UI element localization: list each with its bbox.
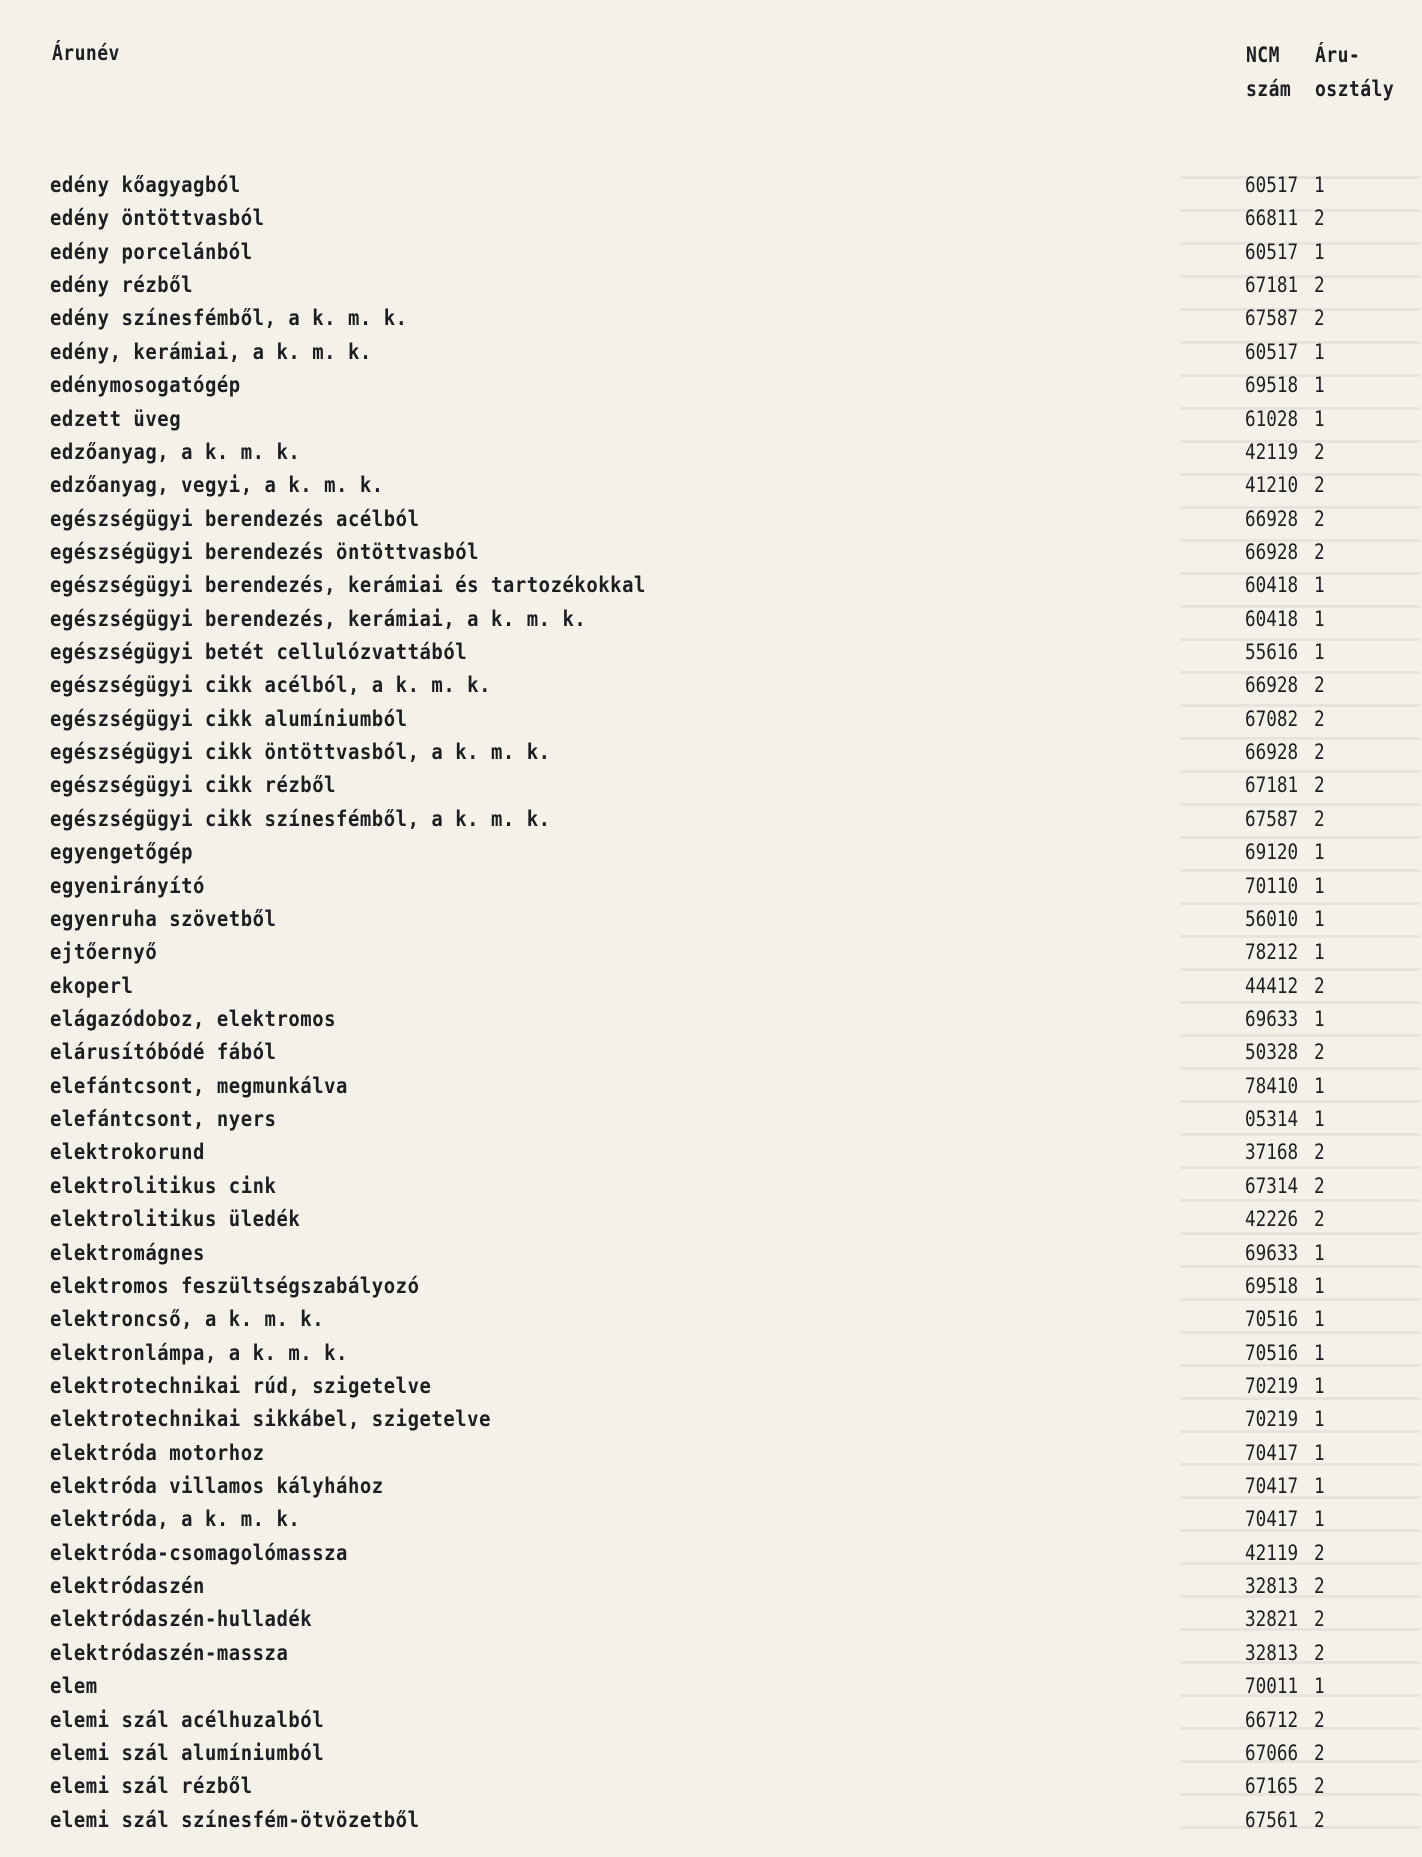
item-ncm-number: 60517 <box>1245 173 1299 197</box>
item-class: 1 <box>1314 1440 1325 1465</box>
item-name: edény porcelánból <box>50 239 253 264</box>
list-item <box>0 536 1422 569</box>
item-name: edzőanyag, a k. m. k. <box>50 439 301 464</box>
item-ncm-number: 61028 <box>1245 406 1299 431</box>
item-name: ekoperl <box>50 973 134 998</box>
item-name: elágazódoboz, elektromos <box>50 1006 337 1031</box>
item-class: 1 <box>1314 1373 1325 1398</box>
item-name: egészségügyi berendezés, kerámiai, a k. m. k. <box>50 606 587 631</box>
item-name: elektromos feszültségszabályozó <box>50 1273 420 1298</box>
list-item <box>0 1237 1422 1270</box>
item-name: ejtőernyő <box>50 940 158 965</box>
item-ncm-number: 44412 <box>1245 973 1299 998</box>
item-name: elemi szál acélhuzalból <box>50 1707 325 1732</box>
list-item <box>0 1103 1422 1136</box>
item-class: 2 <box>1314 206 1325 231</box>
list-item <box>0 369 1422 402</box>
list-item <box>0 1270 1422 1303</box>
item-class: 2 <box>1314 1540 1325 1565</box>
column-header-name <box>52 36 120 70</box>
item-class: 1 <box>1314 1307 1325 1332</box>
item-class: 1 <box>1314 373 1325 398</box>
item-name: egészségügyi cikk színesfémből, a k. m. k. <box>50 806 551 831</box>
item-class: 1 <box>1314 1674 1325 1699</box>
column-header-ncm-line1: NCM <box>1246 43 1280 67</box>
list-item <box>0 1470 1422 1503</box>
item-class: 2 <box>1314 1173 1325 1198</box>
item-ncm-number: 60517 <box>1245 339 1299 364</box>
item-class: 2 <box>1314 773 1325 798</box>
item-name: egészségügyi cikk rézből <box>50 773 337 798</box>
item-name: egészségügyi cikk acélból, a k. m. k. <box>50 673 491 698</box>
item-class: 2 <box>1314 973 1325 998</box>
item-class: 1 <box>1314 1240 1325 1265</box>
item-class: 1 <box>1314 339 1325 364</box>
list-item <box>0 669 1422 702</box>
item-name: elektrolitikus üledék <box>50 1207 301 1232</box>
item-ncm-number: 70219 <box>1245 1373 1299 1398</box>
item-name: elektrotechnikai sikkábel, szigetelve <box>50 1407 491 1432</box>
item-ncm-number: 55616 <box>1245 640 1299 665</box>
list-item <box>0 1036 1422 1069</box>
item-name: elemi szál alumíniumból <box>50 1740 325 1765</box>
item-name: elektróda-csomagolómassza <box>50 1540 348 1565</box>
list-item <box>0 1136 1422 1169</box>
item-name: edzőanyag, vegyi, a k. m. k. <box>50 473 384 498</box>
item-list <box>0 169 1422 1837</box>
item-ncm-number: 42119 <box>1245 439 1299 464</box>
list-item <box>0 736 1422 769</box>
item-class: 2 <box>1314 506 1325 531</box>
list-item <box>0 503 1422 536</box>
item-ncm-number: 66928 <box>1245 740 1299 765</box>
item-ncm-number: 69518 <box>1245 373 1299 398</box>
list-item <box>0 936 1422 969</box>
item-ncm-number: 66712 <box>1245 1707 1299 1732</box>
list-item <box>0 836 1422 869</box>
list-item <box>0 1403 1422 1436</box>
item-ncm-number: 60418 <box>1245 573 1299 598</box>
item-ncm-number: 78212 <box>1245 940 1299 965</box>
list-item <box>0 1003 1422 1036</box>
item-name: egyenruha szövetből <box>50 906 277 931</box>
list-item <box>0 436 1422 469</box>
column-header-ncm <box>1246 38 1291 106</box>
item-class: 1 <box>1314 239 1325 264</box>
item-ncm-number: 41210 <box>1245 473 1299 498</box>
item-class: 2 <box>1314 306 1325 331</box>
list-item <box>0 603 1422 636</box>
list-item <box>0 1670 1422 1703</box>
column-header-name-label: Árunév <box>52 41 120 65</box>
item-name: elefántcsont, megmunkálva <box>50 1073 348 1098</box>
item-name: egészségügyi berendezés öntöttvasból <box>50 539 480 564</box>
list-item <box>0 1603 1422 1636</box>
list-item <box>0 636 1422 669</box>
column-header-class-line2: osztály <box>1315 77 1395 101</box>
item-class: 1 <box>1314 1006 1325 1031</box>
item-ncm-number: 32821 <box>1245 1607 1299 1632</box>
item-name: egészségügyi cikk öntöttvasból, a k. m. k. <box>50 740 551 765</box>
item-class: 1 <box>1314 573 1325 598</box>
item-name: elem <box>50 1674 98 1699</box>
item-ncm-number: 67587 <box>1245 806 1299 831</box>
item-ncm-number: 66811 <box>1245 206 1299 231</box>
item-class: 1 <box>1314 1073 1325 1098</box>
item-name: edény rézből <box>50 273 194 298</box>
item-name: elektrolitikus cink <box>50 1173 277 1198</box>
item-ncm-number: 32813 <box>1245 1640 1299 1665</box>
list-item <box>0 970 1422 1003</box>
item-name: elektróda villamos kályhához <box>50 1474 384 1499</box>
item-ncm-number: 69120 <box>1245 840 1299 865</box>
item-class: 1 <box>1314 640 1325 665</box>
item-class: 1 <box>1314 406 1325 431</box>
item-ncm-number: 67181 <box>1245 773 1299 798</box>
item-class: 2 <box>1314 740 1325 765</box>
item-ncm-number: 60517 <box>1245 239 1299 264</box>
item-class: 2 <box>1314 1640 1325 1665</box>
list-item <box>0 569 1422 602</box>
item-ncm-number: 66928 <box>1245 539 1299 564</box>
item-name: egyengetőgép <box>50 840 194 865</box>
item-class: 2 <box>1314 1707 1325 1732</box>
list-item <box>0 403 1422 436</box>
item-name: edény öntöttvasból <box>50 206 265 231</box>
item-ncm-number: 70516 <box>1245 1307 1299 1332</box>
item-name: edény, kerámiai, a k. m. k. <box>50 339 372 364</box>
list-item <box>0 1170 1422 1203</box>
item-name: egészségügyi berendezés acélból <box>50 506 420 531</box>
item-ncm-number: 60418 <box>1245 606 1299 631</box>
item-ncm-number: 70417 <box>1245 1440 1299 1465</box>
item-class: 2 <box>1314 706 1325 731</box>
item-class: 2 <box>1314 1574 1325 1599</box>
list-item <box>0 1804 1422 1837</box>
item-ncm-number: 42119 <box>1245 1540 1299 1565</box>
column-header-class-line1: Áru- <box>1315 43 1361 67</box>
item-ncm-number: 05314 <box>1245 1107 1299 1132</box>
item-name: elárusítóbódé fából <box>50 1040 277 1065</box>
list-item <box>0 1537 1422 1570</box>
item-ncm-number: 37168 <box>1245 1140 1299 1165</box>
item-ncm-number: 70417 <box>1245 1474 1299 1499</box>
item-ncm-number: 67082 <box>1245 706 1299 731</box>
list-item <box>0 1370 1422 1403</box>
item-name: elektromágnes <box>50 1240 205 1265</box>
item-ncm-number: 50328 <box>1245 1040 1299 1065</box>
item-name: edény színesfémből, a k. m. k. <box>50 306 408 331</box>
list-item <box>0 1070 1422 1103</box>
item-class: 2 <box>1314 1140 1325 1165</box>
list-item <box>0 1337 1422 1370</box>
list-item <box>0 1203 1422 1236</box>
item-ncm-number: 70516 <box>1245 1340 1299 1365</box>
list-item <box>0 1570 1422 1603</box>
item-class: 2 <box>1314 1040 1325 1065</box>
list-item <box>0 169 1422 202</box>
item-ncm-number: 66928 <box>1245 506 1299 531</box>
item-name: elektródaszén-massza <box>50 1640 289 1665</box>
item-class: 2 <box>1314 539 1325 564</box>
item-class: 2 <box>1314 439 1325 464</box>
list-item <box>0 469 1422 502</box>
item-class: 1 <box>1314 1107 1325 1132</box>
item-class: 1 <box>1314 1340 1325 1365</box>
item-class: 1 <box>1314 906 1325 931</box>
item-ncm-number: 67587 <box>1245 306 1299 331</box>
item-name: egészségügyi berendezés, kerámiai és tartozékokkal <box>50 573 646 598</box>
item-ncm-number: 69518 <box>1245 1273 1299 1298</box>
item-class: 2 <box>1314 1807 1325 1832</box>
item-name: edzett üveg <box>50 406 182 431</box>
list-item <box>0 1770 1422 1803</box>
list-item <box>0 302 1422 335</box>
item-ncm-number: 67165 <box>1245 1774 1299 1799</box>
item-class: 2 <box>1314 273 1325 298</box>
item-class: 2 <box>1314 1607 1325 1632</box>
list-item <box>0 1503 1422 1536</box>
item-ncm-number: 78410 <box>1245 1073 1299 1098</box>
item-name: elektróda, a k. m. k. <box>50 1507 301 1532</box>
item-ncm-number: 69633 <box>1245 1006 1299 1031</box>
item-name: egészségügyi betét cellulózvattából <box>50 640 468 665</box>
column-header-class <box>1315 38 1394 106</box>
list-item <box>0 1437 1422 1470</box>
list-item <box>0 703 1422 736</box>
list-item <box>0 1704 1422 1737</box>
item-class: 1 <box>1314 606 1325 631</box>
list-item <box>0 1737 1422 1770</box>
item-ncm-number: 70219 <box>1245 1407 1299 1432</box>
item-name: edény kőagyagból <box>50 173 241 197</box>
item-name: elektróda motorhoz <box>50 1440 265 1465</box>
item-class: 2 <box>1314 673 1325 698</box>
item-ncm-number: 69633 <box>1245 1240 1299 1265</box>
item-ncm-number: 67561 <box>1245 1807 1299 1832</box>
item-name: elefántcsont, nyers <box>50 1107 277 1132</box>
item-name: elektrotechnikai rúd, szigetelve <box>50 1373 432 1398</box>
item-class: 2 <box>1314 1207 1325 1232</box>
item-name: egyenirányító <box>50 873 205 898</box>
item-name: elektroncső, a k. m. k. <box>50 1307 325 1332</box>
item-class: 2 <box>1314 473 1325 498</box>
item-ncm-number: 70011 <box>1245 1674 1299 1699</box>
item-ncm-number: 32813 <box>1245 1574 1299 1599</box>
item-class: 1 <box>1314 173 1325 197</box>
item-class: 2 <box>1314 806 1325 831</box>
item-ncm-number: 67314 <box>1245 1173 1299 1198</box>
list-item <box>0 903 1422 936</box>
item-ncm-number: 56010 <box>1245 906 1299 931</box>
item-class: 1 <box>1314 940 1325 965</box>
item-class: 2 <box>1314 1774 1325 1799</box>
item-name: elektrokorund <box>50 1140 205 1165</box>
item-name: elemi szál rézből <box>50 1774 253 1799</box>
list-item <box>0 269 1422 302</box>
list-item <box>0 803 1422 836</box>
item-name: egészségügyi cikk alumíniumból <box>50 706 408 731</box>
item-ncm-number: 42226 <box>1245 1207 1299 1232</box>
item-ncm-number: 70110 <box>1245 873 1299 898</box>
item-class: 1 <box>1314 873 1325 898</box>
list-item <box>0 870 1422 903</box>
item-ncm-number: 67181 <box>1245 273 1299 298</box>
item-ncm-number: 67066 <box>1245 1740 1299 1765</box>
item-name: elektronlámpa, a k. m. k. <box>50 1340 348 1365</box>
item-class: 1 <box>1314 1273 1325 1298</box>
list-item <box>0 1637 1422 1670</box>
item-class: 1 <box>1314 1474 1325 1499</box>
item-name: edénymosogatógép <box>50 373 241 398</box>
column-header-ncm-line2: szám <box>1246 77 1292 101</box>
item-name: elektródaszén-hulladék <box>50 1607 313 1632</box>
list-item <box>0 202 1422 235</box>
item-name: elemi szál színesfém-ötvözetből <box>50 1807 420 1832</box>
item-ncm-number: 70417 <box>1245 1507 1299 1532</box>
item-class: 1 <box>1314 1407 1325 1432</box>
item-class: 2 <box>1314 1740 1325 1765</box>
item-class: 1 <box>1314 840 1325 865</box>
list-item <box>0 1303 1422 1336</box>
item-ncm-number: 66928 <box>1245 673 1299 698</box>
item-name: elektródaszén <box>50 1574 205 1599</box>
list-item <box>0 769 1422 802</box>
item-class: 1 <box>1314 1507 1325 1532</box>
list-item <box>0 236 1422 269</box>
list-item <box>0 336 1422 369</box>
